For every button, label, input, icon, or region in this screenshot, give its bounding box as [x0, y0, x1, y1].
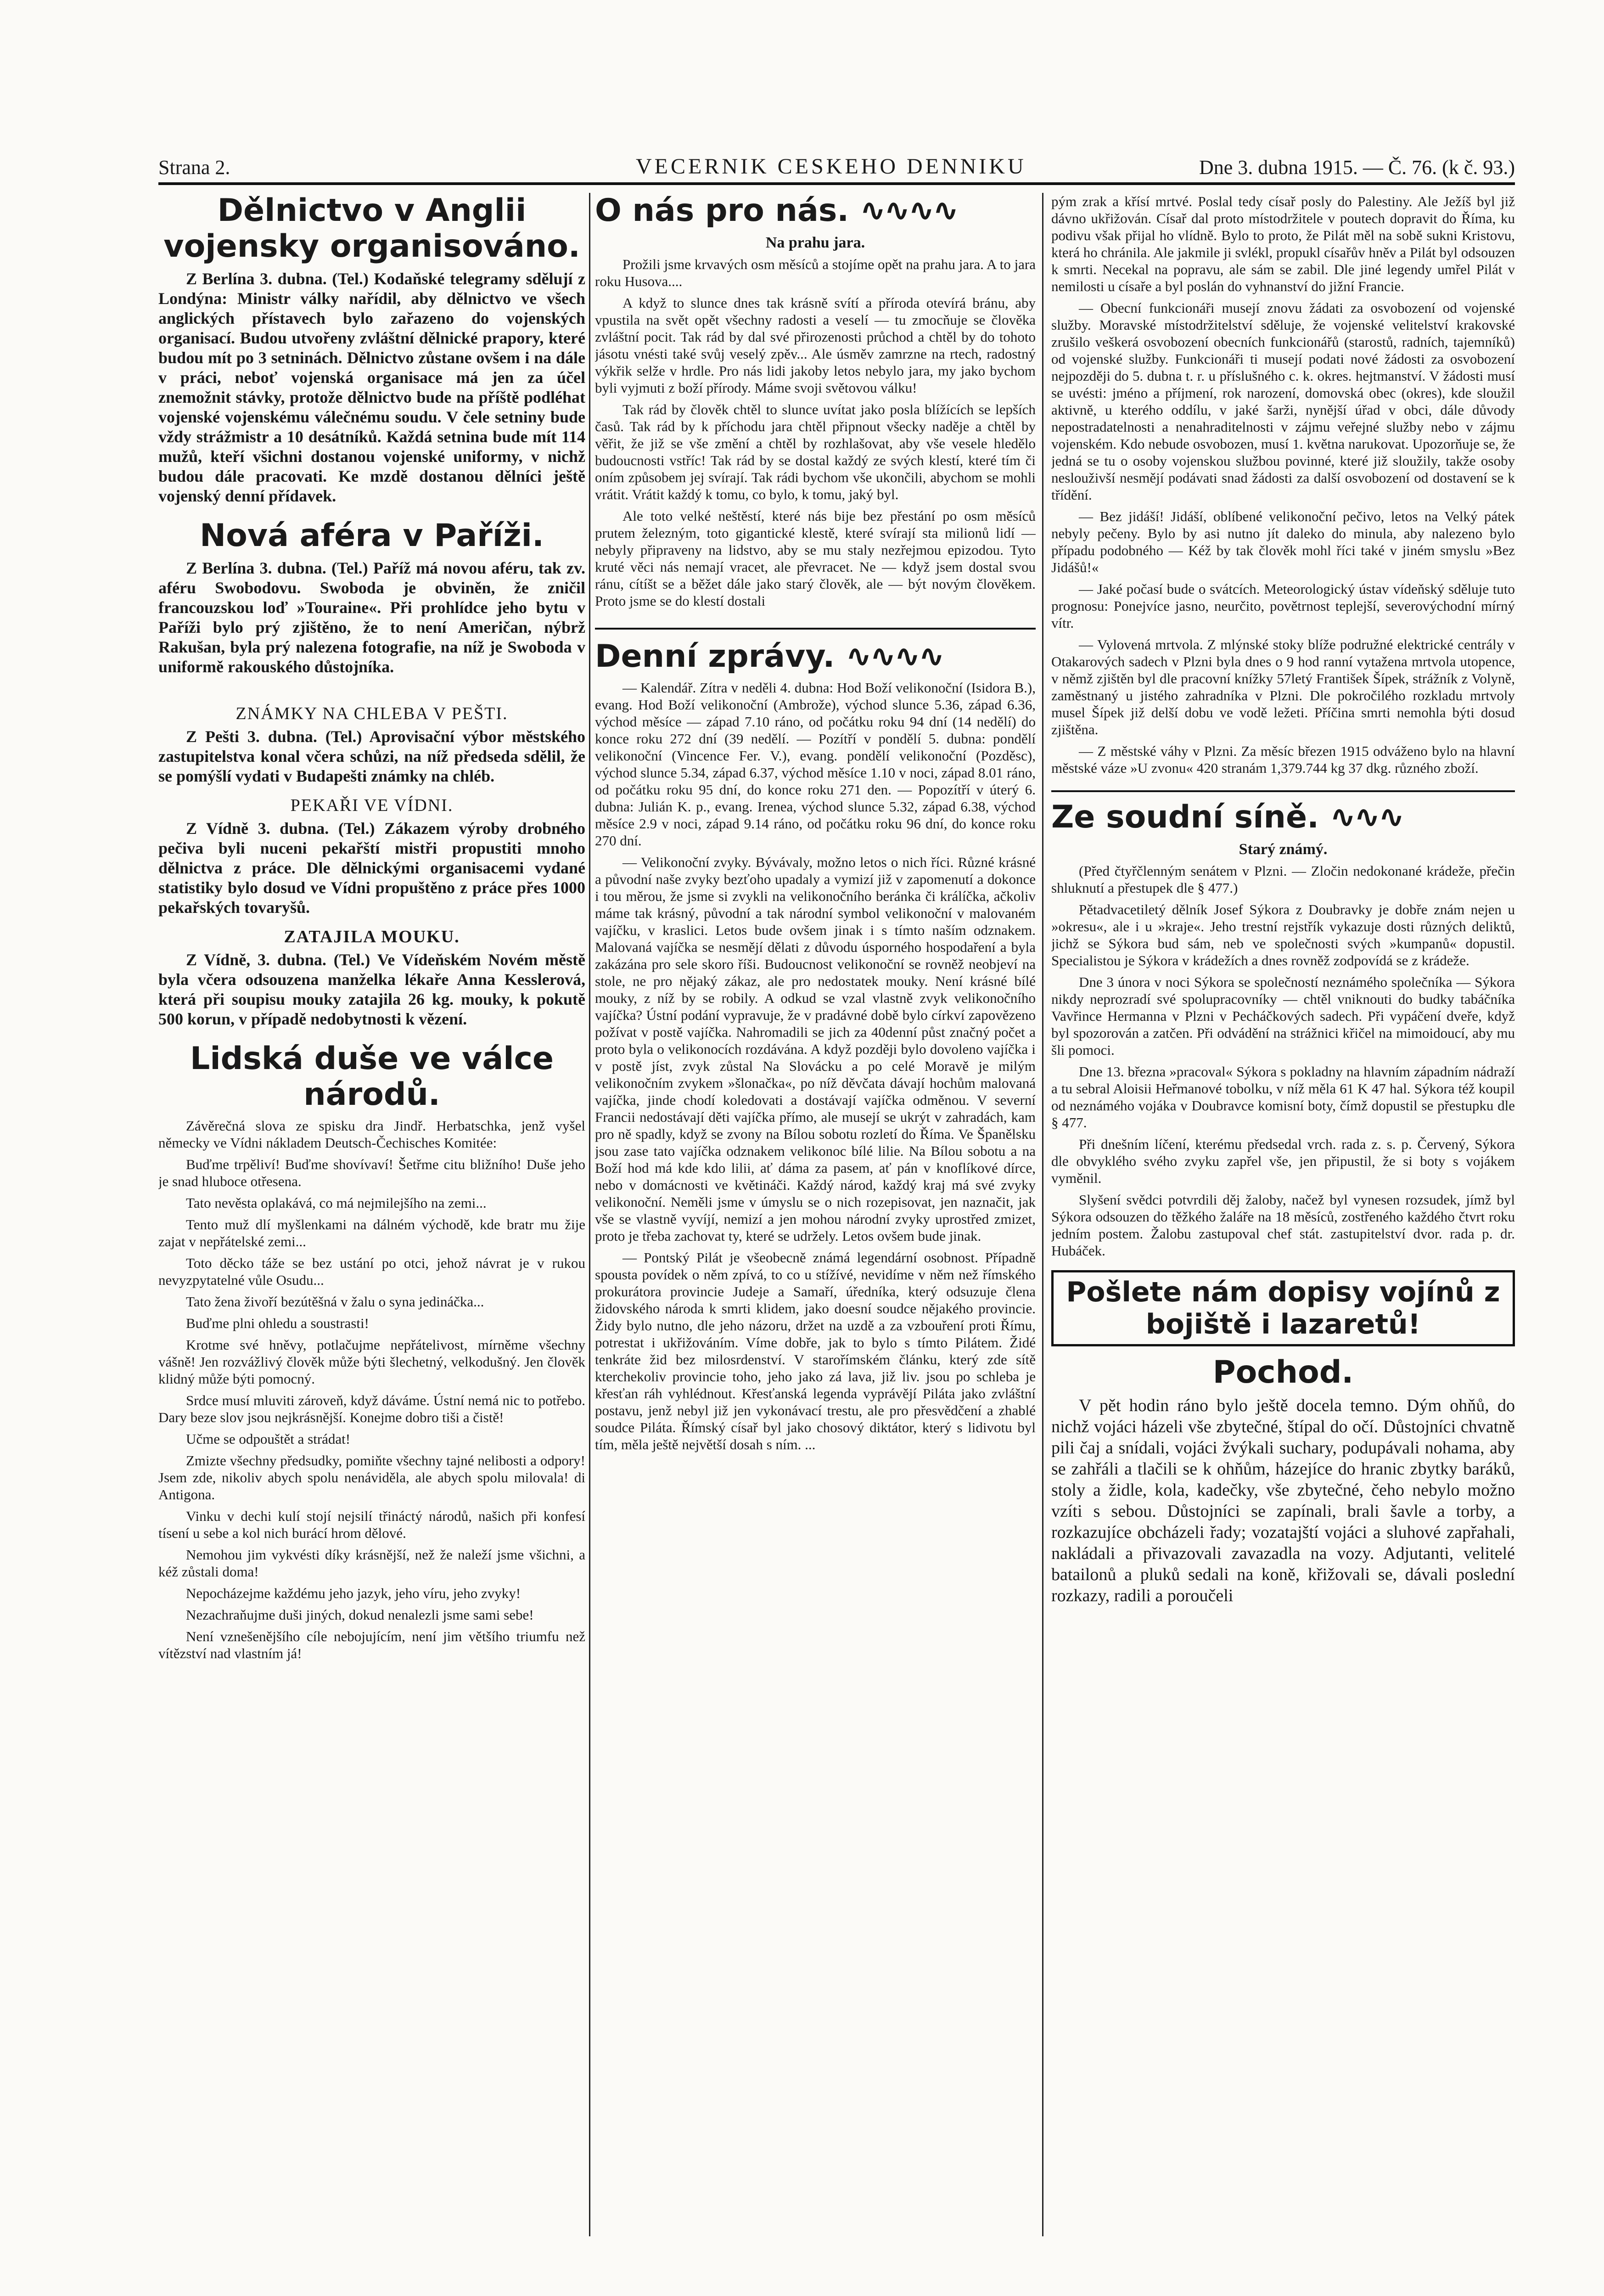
- article-paragraph: Tato nevěsta oplakává, co má nejmilejšího na zemi...: [186, 1195, 487, 1211]
- article-paragraph: Dne 3 února v noci Sýkora se společností neznámého společníka — Sýkora nikdy neprozradí své spolupracovníky — chtěl vniknouti do budky tabáčníka Vavřince Hermanna v Plzni v Pecháčkových sadech. Při vypáčení dveře, když byl spozorován a zatčen. Při odvádění na strážnici křičel na mimoidoucí, aby mu šli pomoci.: [1051, 974, 1515, 1058]
- article-ze-soudni-sine: [1051, 862, 1515, 1259]
- article-intro: (Před čtyřčlenným senátem v Plzni. — Zločin nedokonané krádeže, přečin shluknutí a přestupek dle § 477.): [1051, 863, 1515, 896]
- article-paragraph: — Bez jidáší! Jidáší, oblíbené velikonoční pečivo, letos na Velký pátek nebyly pečeny. Bylo by asi nutno jít daleko do minula, aby nalezeno bylo případu podobného — Kéž by tak člověk mohl říci také v jiném smyslu »Bez Jidášů!«: [1051, 508, 1515, 575]
- headline-o-nas: [595, 193, 1036, 229]
- headline-text: Denní zprávy.: [595, 638, 835, 675]
- article-paragraph: — Velikonoční zvyky. Bývávaly, možno letos o nich říci. Různé krásné a původní naše zvyky bezťoho upadaly a vymizí již v zapomenutí a dokonce i tou měrou, že jsme si zvykli na velikonočního beránka či králíčka, ačkoliv máme tak krásný, původní a tak národní symbol velikonoční v malovaném vajíčku, v kraslici. Letos bude ovšem jinak i s tímto naším odznakem. Malovaná vajíčka se nesmějí dělati z důvodu úsporného hospodaření a byla zakázána pro sele skoro říši. Budoucnost velikonoční se rovněž neobjeví na stole, ne pro nějaký zákaz, ale pro nedostatek mouky. Není krásné bílé mouky, z níž by se robily. A odkud se vzal vlastně zvyk velikonočního vajíčka? Ústní podání vypravuje, že v pradávné době bylo církví zapovězeno požívat v postě vajíčka. Nahromadili se jich za 40denní půst značný počet a proto byla o velikonocích rozdávána. A když později bylo dovoleno vajíčka i v postě jíst, zvyk zůstal Na Slovácku a po celé Moravě je milým velikonočním zvykem »šlonačka«, po níž děvčata dávají hochům malovaná vajíčka, jinde chodí koledovati a dostávají vajíčka odměnou. V severní Francii nedostávají děti vajíčka přímo, ale musejí se ukrýt v zahradách, kam pro ně spadly, když se zvony na Bílou sobotu rozletí do Říma. Ve Španělsku jsou zase tato vajíčka odznakem velikonoc bílé lilie. Na Bílou sobotu a na Boží hod má kde kdo lilii, ať dáma za pasem, ať pán v knoflíkové dírce, nebo v domácnosti ve květináči. Každý národ, každý kraj má své zvyky velikonoční. Neměli jsme v úmyslu se o nich rozepisovat, jen naznačit, jak vše se vlastně vyvíjí, nemizí a jen mohou národní zvyky uprostřed zmizet, proto je třeba zachovat ty, které se udržely. Letos ovšem bude jinak.: [595, 854, 1036, 1244]
- article-o-nas: [595, 256, 1036, 609]
- article-paragraph: Nezachraňujme duši jiných, dokud nenalezli jsme sami sebe!: [186, 1607, 534, 1623]
- article-delnictvo: [158, 269, 585, 506]
- column-divider-2: [1042, 193, 1043, 2236]
- page-number: Strana 2.: [158, 156, 230, 179]
- headline-zatajila: ZATAJILA MOUKU.: [284, 927, 460, 946]
- ornament-icon: ∿∿∿: [1329, 799, 1403, 835]
- article-paragraph: Srdce musí mluviti zároveň, když dáváme. Ústní nemá nic to potřebo. Dary beze slov jsou nejkrásnější. Konejme dobro tiši a čistě!: [158, 1392, 585, 1425]
- article-zatajila: [158, 950, 585, 1029]
- article-paragraph: — Z městské váhy v Plzni. Za měsíc březen 1915 odváženo bylo na hlavní městské váze »U zvonu« 420 stranám 1,379.744 kg 37 dkg. různého zboží.: [1051, 743, 1515, 776]
- article-paragraph: Učme se odpouštět a strádat!: [186, 1431, 351, 1447]
- article-paragraph: Nemohou jim vykvésti díky krásnější, než že naleží jsme všichni, a kéž zůstali doma!: [158, 1547, 585, 1580]
- article-paragraph: Vinku v dechi kulí stojí nejsilí třináctý národů, našich při konfesí tísení u sebe a kol nich burácí hrom dělové.: [158, 1508, 585, 1541]
- headline-afera: Nová aféra v Paříži.: [200, 518, 544, 554]
- article-denni-zpravy: [595, 679, 1036, 1453]
- article-paragraph: Z Vídně, 3. dubna. (Tel.) Ve Vídeňském Novém městě byla včera odsouzena manželka lékaře Anna Kesslerová, která při soupisu mouky zatajila 26 kg. mouky, k pokutě 500 korun, v případě nedobytnosti k vězení.: [158, 951, 585, 1028]
- headline-text: O nás pro nás.: [595, 193, 849, 229]
- byline-stary-znamy: Starý známý.: [1239, 841, 1328, 858]
- article-paragraph: Při dnešním líčení, kterému předsedal vrch. rada z. s. p. Červený, Sýkora dle obvyklého svého zvyku zapřel vše, jen připustil, že si boty s vojákem vyměnil.: [1051, 1136, 1515, 1186]
- issue-date: Dne 3. dubna 1915. — Č. 76. (k č. 93.): [1199, 156, 1515, 179]
- column-2: [595, 193, 1036, 2236]
- article-paragraph: Tento muž dlí myšlenkami na dálném východě, kde bratr mu žije zajat v nepřátelské zemi...: [158, 1216, 585, 1249]
- article-lidska-duse: [158, 1117, 585, 1662]
- article-paragraph: Zmizte všechny předsudky, pomiňte všechny tajné nelibosti a odpory! Jsem zde, nikoliv abych spolu nenáviděla, ale abych spolu milovala! di Antigona.: [158, 1452, 585, 1503]
- headline-text: Ze soudní síně.: [1051, 799, 1319, 835]
- article-paragraph: Ale toto velké neštěstí, které nás bije bez přestání po osm měsíců prutem železným, toto gigantické klestě, které svírají sta milionů lidí — nebyly připraveny na lidstvo, aby se mu staly nezřejmou epizodou. Tyto kruté věci nás nemají vracet, ale převracet. Ne — když jsem dostal svou ránu, cítíšt se a běžet dále jako starý člověk, ale — být novým člověkem. Proto jsme se do klestí dostali: [595, 508, 1036, 609]
- article-pekari: [158, 819, 585, 917]
- article-paragraph: V pět hodin ráno bylo ještě docela temno. Dým ohňů, do nichž vojáci házeli vše zbytečné, štípal do očí. Důstojníci chvatně pili čaj a snídali, vojáci žvýkali suchary, podupávali nohama, aby se zahřáli a tlačili se k ohňům, házejíce do hranic zbytky baráků, stoly a židle, kola, kadečky, vše zbytečné, čeho nebylo možno vzíti s sebou. Důstojníci se zapínali, brali šavle a torby, a rozkazujíce obcházeli řady; vozatajští vojáci a sluhové zapřahali, nakládali a přivazovali zavazadla na vozy. Adjutanti, velitelé batailonů a pluků sedali na koně, křižovali se, dávali poslední rozkazy, radili a poroučeli: [1051, 1396, 1515, 1605]
- article-paragraph: Buďme trpěliví! Buďme shovívaví! Šetřme citu bližního! Duše jeho je snad hluboce otřesena.: [158, 1156, 585, 1189]
- headline-pekari: PEKAŘI VE VÍDNI.: [290, 796, 454, 815]
- article-paragraph: Z Vídně 3. dubna. (Tel.) Zákazem výroby drobného pečiva byli nuceni pekařští mistři propustiti mnoho dělnictva z práce. Dle dělnickými organisacemi vydané statistiky bylo dosud ve Vídni propuštěno z práce přes 1000 pekařských tovaryšů.: [158, 819, 585, 917]
- article-paragraph: Nepocházejme každému jeho jazyk, jeho víru, jeho zvyky!: [186, 1585, 521, 1601]
- headline-delnictvo: Dělnictvo v Anglii vojensky organisováno.: [163, 193, 580, 264]
- article-paragraph: Z Pešti 3. dubna. (Tel.) Aprovisační výbor městského zastupitelstva konal včera schůzi, na níž předseda sdělil, že se pomýšlí vydati v Budapešti známky na chléb.: [158, 727, 585, 785]
- headline-znamky: ZNÁMKY NA CHLEBA V PEŠTI.: [236, 704, 508, 723]
- call-for-letters-text: Pošlete nám dopisy vojínů z bojiště i lazaretů!: [1066, 1276, 1500, 1340]
- call-for-letters-box: [1051, 1270, 1515, 1346]
- article-afera: [158, 558, 585, 677]
- article-pochod: [1051, 1395, 1515, 1606]
- article-paragraph: Dne 13. března »pracoval« Sýkora s pokladny na hlavním západním nádraží a tu sebral Aloisii Heřmanové tobolku, v níž měla 61 K 47 hal. Sýkora též koupil od neznámého vojáka v Doubravce komisní boty, čímž dopustil se přestupku dle § 477.: [1051, 1064, 1515, 1131]
- article-paragraph: Závěrečná slova ze spisku dra Jindř. Herbatschka, jenž vyšel německy ve Vídni nákladem Deutsch-Čechisches Komitée:: [158, 1118, 585, 1151]
- headline-pochod: Pochod.: [1212, 1354, 1354, 1390]
- byline-na-prahu-jara: Na prahu jara.: [765, 234, 865, 251]
- column-3: [1051, 193, 1515, 2236]
- ornament-icon: ∿∿∿∿: [845, 638, 943, 675]
- article-paragraph: Prožili jsme krvavých osm měsíců a stojíme opět na prahu jara. A to jara roku Husova....: [595, 256, 1036, 289]
- column-divider-1: [589, 193, 590, 2236]
- article-paragraph: Z Berlína 3. dubna. (Tel.) Kodaňské telegramy sdělují z Londýna: Ministr války nařídil, aby dělnictvo ve všech anglických přístavech bylo zařazeno do vojenských organisací. Budou utvořeny zvláštní dělnické prapory, které budou mít po 3 setninách. Dělnictvo zůstane ovšem i na dále v práci, neboť vojenská organisace má jen za účel znemožnit stávky, protože dělnictvo bude na příště podléhat vojenské vojenskému válečnému soudu. V čele setniny bude vždy strážmistr a 10 desátníků. Každá setnina bude mít 114 mužů, kteří všichni dostanou vojenské uniformy, v nichž budou dále pracovati. Ke mzdě dostanou dělníci ještě vojenský denní přídavek.: [158, 270, 585, 505]
- article-paragraph: pým zrak a křísí mrtvé. Poslal tedy císař posly do Palestiny. Ale Ježíš byl již dávno ukřižován. Císař dal proto místodržitele v poutech dopravit do Říma, ku podivu však přijal ho vlídně. Bylo to proto, že Pilát měl na sobě sukni Kristovu, která ho chránila. Ale jakmile ji svlékl, propukl císařův hněv a Pilát byl odsouzen k smrti. Necekal na popravu, ale sám se zabil. Dle jiné legendy umřel Pilát v nemilosti u císaře a byl poslán do vyhnanství do jižní Francie.: [1051, 193, 1515, 294]
- article-paragraph: A když to slunce dnes tak krásně svítí a příroda otevírá bránu, aby vpustila na svět opět všechny radosti a veselí — tu zmocňuje se člověka zvláštní pocit. Tak rád by dal své přirozenosti průchod a chtěl by do tohoto jásotu vnésti také svůj veselý zpěv... Ale úsměv zamrzne na rtech, radostný výkřik selže v hrdle. Pro nás lidi jakoby letos nebylo jara, my jako bychom byli vyjmuti z boží přírody. Máme svoji světovou válku!: [595, 295, 1036, 396]
- article-paragraph: Není vznešenějšího cíle nebojujícím, není jim většího triumfu než vítězství nad vlastním já!: [158, 1628, 585, 1661]
- headline-ze-soudni-sine: [1051, 790, 1515, 835]
- article-znamky: [158, 727, 585, 786]
- article-paragraph: Z Berlína 3. dubna. (Tel.) Paříž má novou aféru, tak zv. aféru Swobodovu. Swoboda je obviněn, že zničil francouzskou loď »Touraine«. Při prohlídce jeho bytu v Paříži bylo prý zjištěno, že to není Američan, nýbrž Rakušan, byla prý nalezena fotografie, na níž je Swoboda v uniformě rakouského důstojníka.: [158, 559, 585, 676]
- article-paragraph: — Obecní funkcionáři musejí znovu žádati za osvobození od vojenské služby. Moravské místodržitelství sděluje, že vojenské velitelství krakovské zrušilo veškerá osvobození obecních funkcionářů (starostů, radních, tajemníků) od vojenské služby. Funkcionáři ti musejí podati nové žádosti za osvobození nejpozději do 5. dubna t. r. u příslušného c. k. okres. hejtmanství. V žádosti musí se uvésti: jméno a příjmení, rok narození, domovská obec (okres), kde sloužil aktivně, u kterého oddílu, v jaké šarži, nynější úřad v obci, dále důvody nepostradatelnosti a nenahraditelnosti v zájmu veřejné služby nebo v zájmu vojenském. Kdo nebude osvobozen, musí 1. května narukovat. Upozorňuje se, že jedná se tu o osoby vojenskou službou povinné, které již sloužily, takže osoby neslouživší nesmějí podávati snad žádosti za další osvobození od dostavení se k třídění.: [1051, 300, 1515, 503]
- article-paragraph: Krotme své hněvy, potlačujme nepřátelivost, mírněme všechny vášně! Jen rozvážlivý člověk může býti šlechetný, velkodušný. Jen člověk klidný může býti pomocný.: [158, 1337, 585, 1387]
- article-paragraph: — Kalendář. Zítra v neděli 4. dubna: Hod Boží velikonoční (Isidora B.), evang. Hod Boží velikonoční (Ambrože), východ slunce 5.36, západ 6.36, východ měsíce — západ 7.10 ráno, od počátku roku 94 dní (14 nedělí) do konce roku 272 dní (39 nedělí. — Pozítří v pondělí 5. dubna: pondělí velikonoční (Vincence Fer. V.), evang. pondělí velikonoční (Pozděsc), východ slunce 5.34, západ 6.37, východ měsíce 1.10 v noci, západ 8.01 ráno, od počátku roku 95 dní, do konce roku 271 den. — Popozítří v úterý 6. dubna: Julián K. p., evang. Irenea, východ slunce 5.32, západ 6.38, východ měsíce 2.9 v noci, západ 9.14 ráno, od počátku roku 96 dní, do konce roku 270 dní.: [595, 680, 1036, 849]
- article-paragraph: — Vylovená mrtvola. Z mlýnské stoky blíže podružné elektrické centrály v Otakarových sadech v Plzni byla dnes o 9 hod ranní vytažena mrtvola utopence, v němž zjištěn byl dle pracovní knížky 57letý František Šípek, strážník z Volyně, zaměstnaný u jistého zahradníka v Plzni. Dle pokročilého rozkladu mrtvoly musel Šípek již delší dobu ve vodě ležeti. Příčina smrti nemohla býti dosud zjištěna.: [1051, 636, 1515, 737]
- headline-denni-zpravy: [595, 628, 1036, 675]
- article-paragraph: Slyšení svědci potvrdili děj žaloby, načež byl vynesen rozsudek, jímž byl Sýkora odsouzen do těžkého žaláře na 18 měsíců, zostřeného každého čtvrt roku jedním postem. Žalobu zastupoval chef stát. zastupitelství dvor. rada p. dr. Hubáček.: [1051, 1192, 1515, 1259]
- ornament-icon: ∿∿∿∿: [859, 193, 957, 229]
- article-paragraph: Pětadvacetiletý dělník Josef Sýkora z Doubravky je dobře znám nejen u »okresu«, ale i u »kraje«. Jeho trestní rejstřík vykazuje dosti různých deliktů, jichž se Sýkora bud sám, neb ve společnosti svých »kumpanů« dopustil. Specialistou je Sýkora v krádežích a dnes rovněž zodpovídá se z krádeže.: [1051, 901, 1515, 968]
- article-paragraph: Buďme plni ohledu a soustrasti!: [186, 1315, 369, 1331]
- column-1: [158, 193, 585, 2236]
- article-paragraph: Tak rád by člověk chtěl to slunce uvítat jako posla blížících se lepších časů. Tak rád by k příchodu jara chtěl připnout všecky naděje a chtěl by věřit, že již se vše změní a chtěl by rozhlašovat, aby vše vesele hledělo budoucnosti vstříc! Tak rád by se dostal každý ze svých klestí, které tím či oním způsobem jej svírají. Tak rádi bychom vše ukončili, abychom se mohli vrátit. Vrátit každý k tomu, co bylo, k tomu, jaký byl.: [595, 401, 1036, 502]
- article-paragraph: Toto děcko táže se bez ustání po otci, jehož návrat je v rukou nevyzpytatelné vůle Osudu...: [158, 1255, 585, 1288]
- article-zpravy-pokracovani: [1051, 193, 1515, 777]
- article-paragraph: — Pontský Pilát je všeobecně známá legendární osobnost. Případně spousta povídek o něm zpívá, to co u stížívé, nevidíme v něm než římského prokurátora provincie Judeje a Samaří, úředníka, který odsuzuje člena židovského národa k smrti klidem, jako doesní soudce nějakého provincie. Židy bylo nutno, dle jeho názoru, držet na uzdě a za vzbouření proti Římu, potrestat i ukřižováním. Víme dobře, jak to bylo s tímto Pilátem. Židé tenkráte žid bez milosrdenství. V starořímském článku, který zde sítě kterchekoliv provincie toho, jeho jako zá lava, již liv. jsou po schleba je křesťan ráh vyhlédnout. Křesťanská legenda vyprávějí Piláta jako zvláštní postavu, jenž nebyl již jen vykonávací trestu, ale pro přesvědčení a zhablé soudce Piláta. Římský císař byl jako chosový diktátor, který s lidivotu byl tím, měla ještě největší dosah s ním. ...: [595, 1249, 1036, 1452]
- article-paragraph: — Jaké počasí bude o svátcích. Meteorologický ústav vídeňský sděluje tuto prognosu: Ponejvíce jasno, neurčito, povětrnost teplejší, severovýchodní mírný vítr.: [1051, 581, 1515, 631]
- page-header: [158, 149, 1515, 185]
- newspaper-title: VECERNIK CESKEHO DENNIKU: [636, 154, 1026, 179]
- article-paragraph: Tato žena živoří bezútěšná v žalu o syna jedináčka...: [186, 1294, 484, 1310]
- headline-lidska-duse: Lidská duše ve válce národů.: [190, 1041, 554, 1113]
